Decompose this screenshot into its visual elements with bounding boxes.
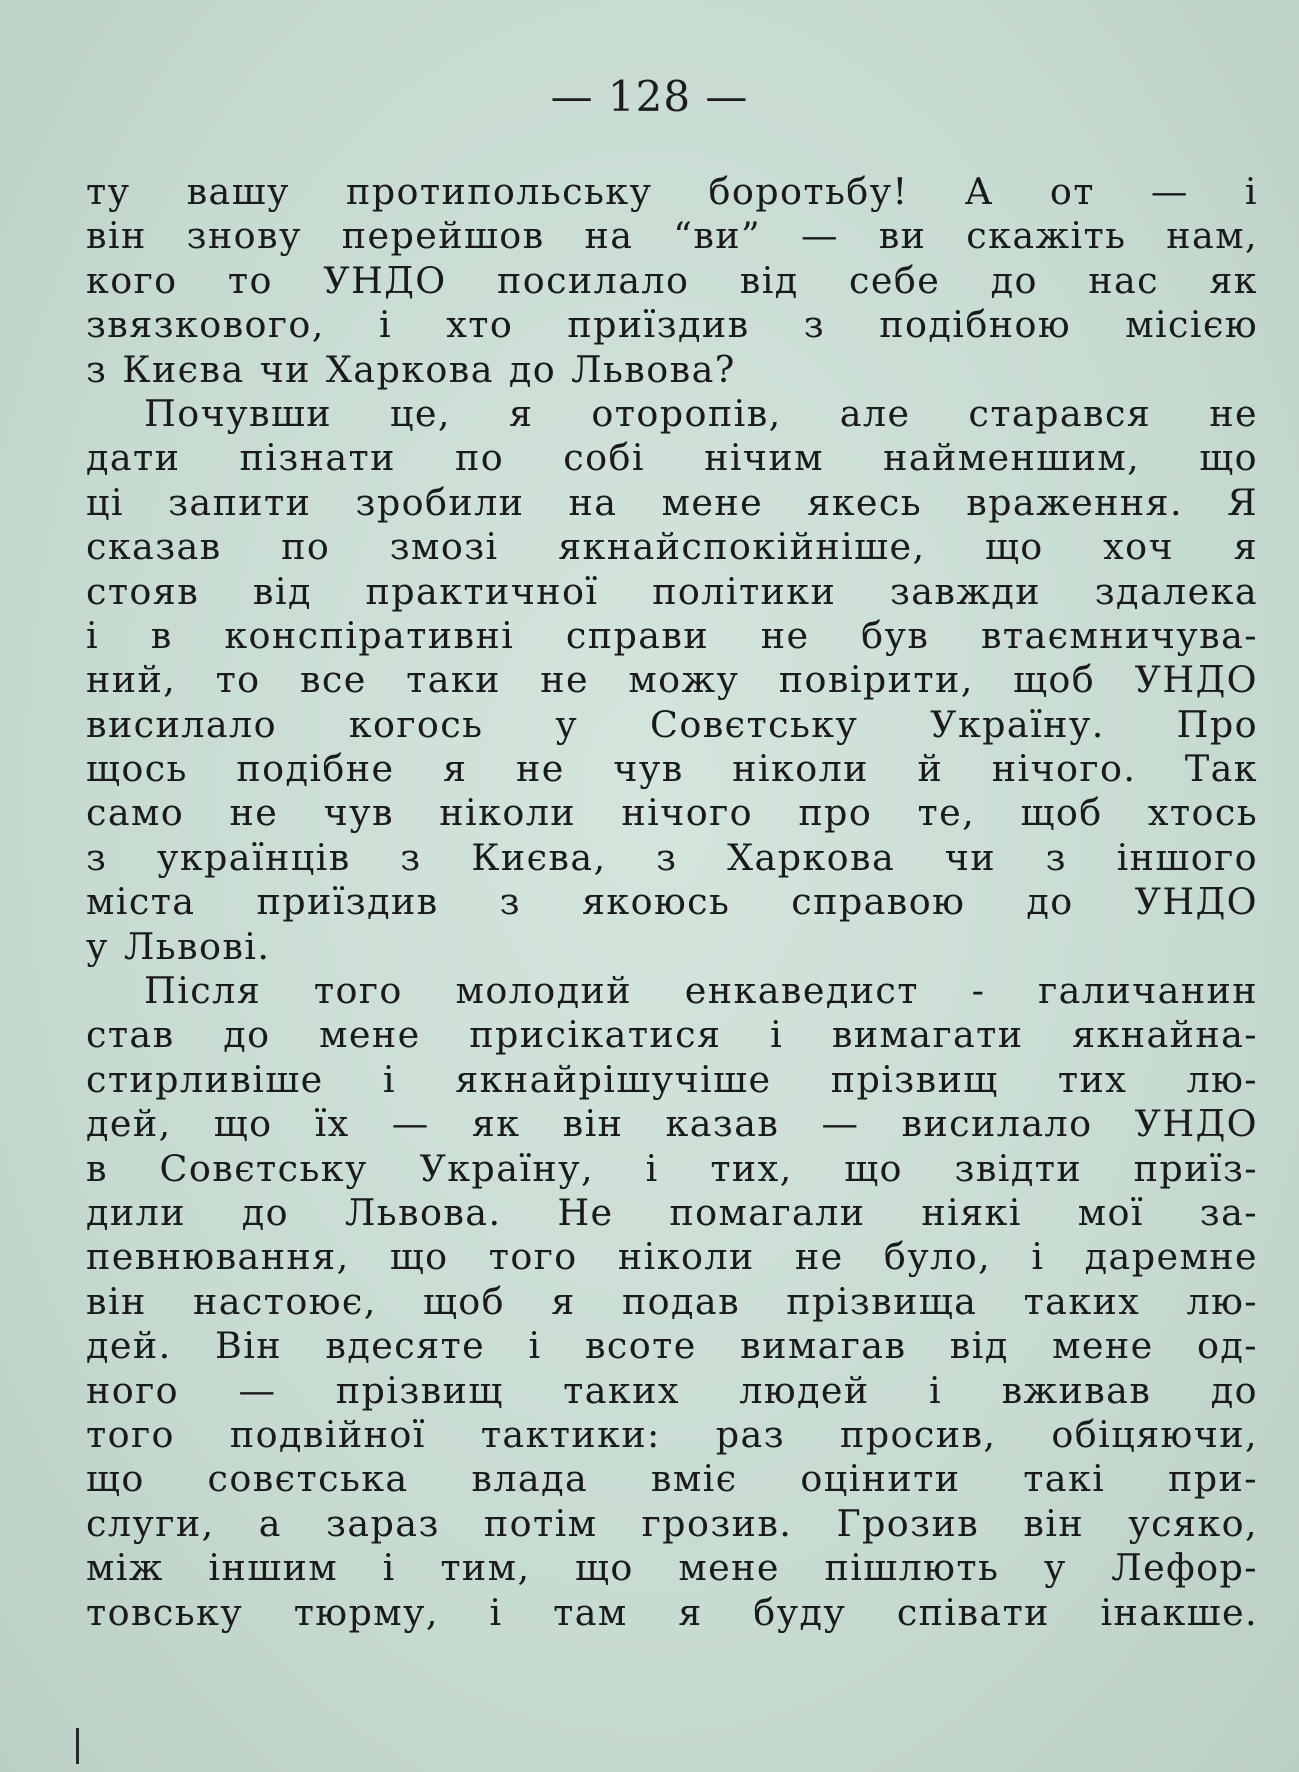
text-line: дей. Він вдесяте і всоте вимагав від мене од- xyxy=(86,1324,1258,1368)
text-line: висилало когось у Совєтську Україну. Про xyxy=(86,702,1258,746)
text-line: у Львові. xyxy=(86,924,271,968)
text-line: певнювання, що того ніколи не було, і даремне xyxy=(86,1235,1258,1279)
paragraph-first-line: Почувши це, я оторопів, але старався не xyxy=(144,391,1258,435)
text-line: він знову перейшов на “ви” — ви скажіть нам, xyxy=(86,214,1258,258)
text-line: ного — прізвищ таких людей і вживав до xyxy=(86,1368,1258,1412)
text-line: стояв від практичної політики завжди здалека xyxy=(86,569,1258,613)
text-line: дей, що їх — як він казав — висилало УНДО xyxy=(86,1102,1258,1146)
page-number: — 128 — xyxy=(550,72,749,121)
text-line: з Києва чи Харкова до Львова? xyxy=(86,347,736,391)
text-line: стирливіше і якнайрішучіше прізвищ тих лю- xyxy=(86,1057,1258,1101)
text-line: міста приїздив з якоюсь справою до УНДО xyxy=(86,880,1258,924)
text-line: товську тюрму, і там я буду співати інакше. xyxy=(86,1590,1258,1634)
text-line: що совєтська влада вміє оцінити такі при- xyxy=(86,1457,1258,1501)
body-text xyxy=(86,170,1258,1635)
text-line: ту вашу протипольську боротьбу! А от — і xyxy=(86,170,1258,213)
text-line: ці запити зробили на мене якесь враження. Я xyxy=(86,480,1258,524)
text-line: того подвійної тактики: раз просив, обіцяючи, xyxy=(86,1412,1258,1456)
text-line: сказав по змозі якнайспокійніше, що хоч я xyxy=(86,525,1258,569)
text-line: і в конспіративні справи не був втаємничува- xyxy=(86,613,1258,657)
paragraph-first-line: Після того молодий енкаведист - галичанин xyxy=(144,969,1258,1013)
text-line: між іншим і тим, що мене пішлють у Лефор- xyxy=(86,1546,1258,1590)
text-line: слуги, а зараз потім грозив. Грозив він усяко, xyxy=(86,1501,1258,1545)
text-line: в Совєтську Україну, і тих, що звідти приїз- xyxy=(86,1146,1258,1190)
text-line: звязкового, і хто приїздив з подібною місією xyxy=(86,303,1258,347)
text-line: став до мене присікатися і вимагати якнайна- xyxy=(86,1013,1258,1057)
text-line: само не чув ніколи нічого про те, щоб хтось xyxy=(86,791,1258,835)
text-line: кого то УНДО посилало від себе до нас як xyxy=(86,258,1258,302)
text-line: він настоює, щоб я подав прізвища таких лю- xyxy=(86,1279,1258,1323)
text-line: ний, то все таки не можу повірити, щоб УНДО xyxy=(86,658,1258,702)
text-line: щось подібне я не чув ніколи й нічого. Так xyxy=(86,747,1258,791)
text-line: дили до Львова. Не помагали ніякі мої за- xyxy=(86,1190,1258,1234)
margin-mark xyxy=(76,1728,79,1764)
text-line: дати пізнати по собі нічим найменшим, що xyxy=(86,436,1258,480)
text-line: з українців з Києва, з Харкова чи з іншого xyxy=(86,835,1258,879)
